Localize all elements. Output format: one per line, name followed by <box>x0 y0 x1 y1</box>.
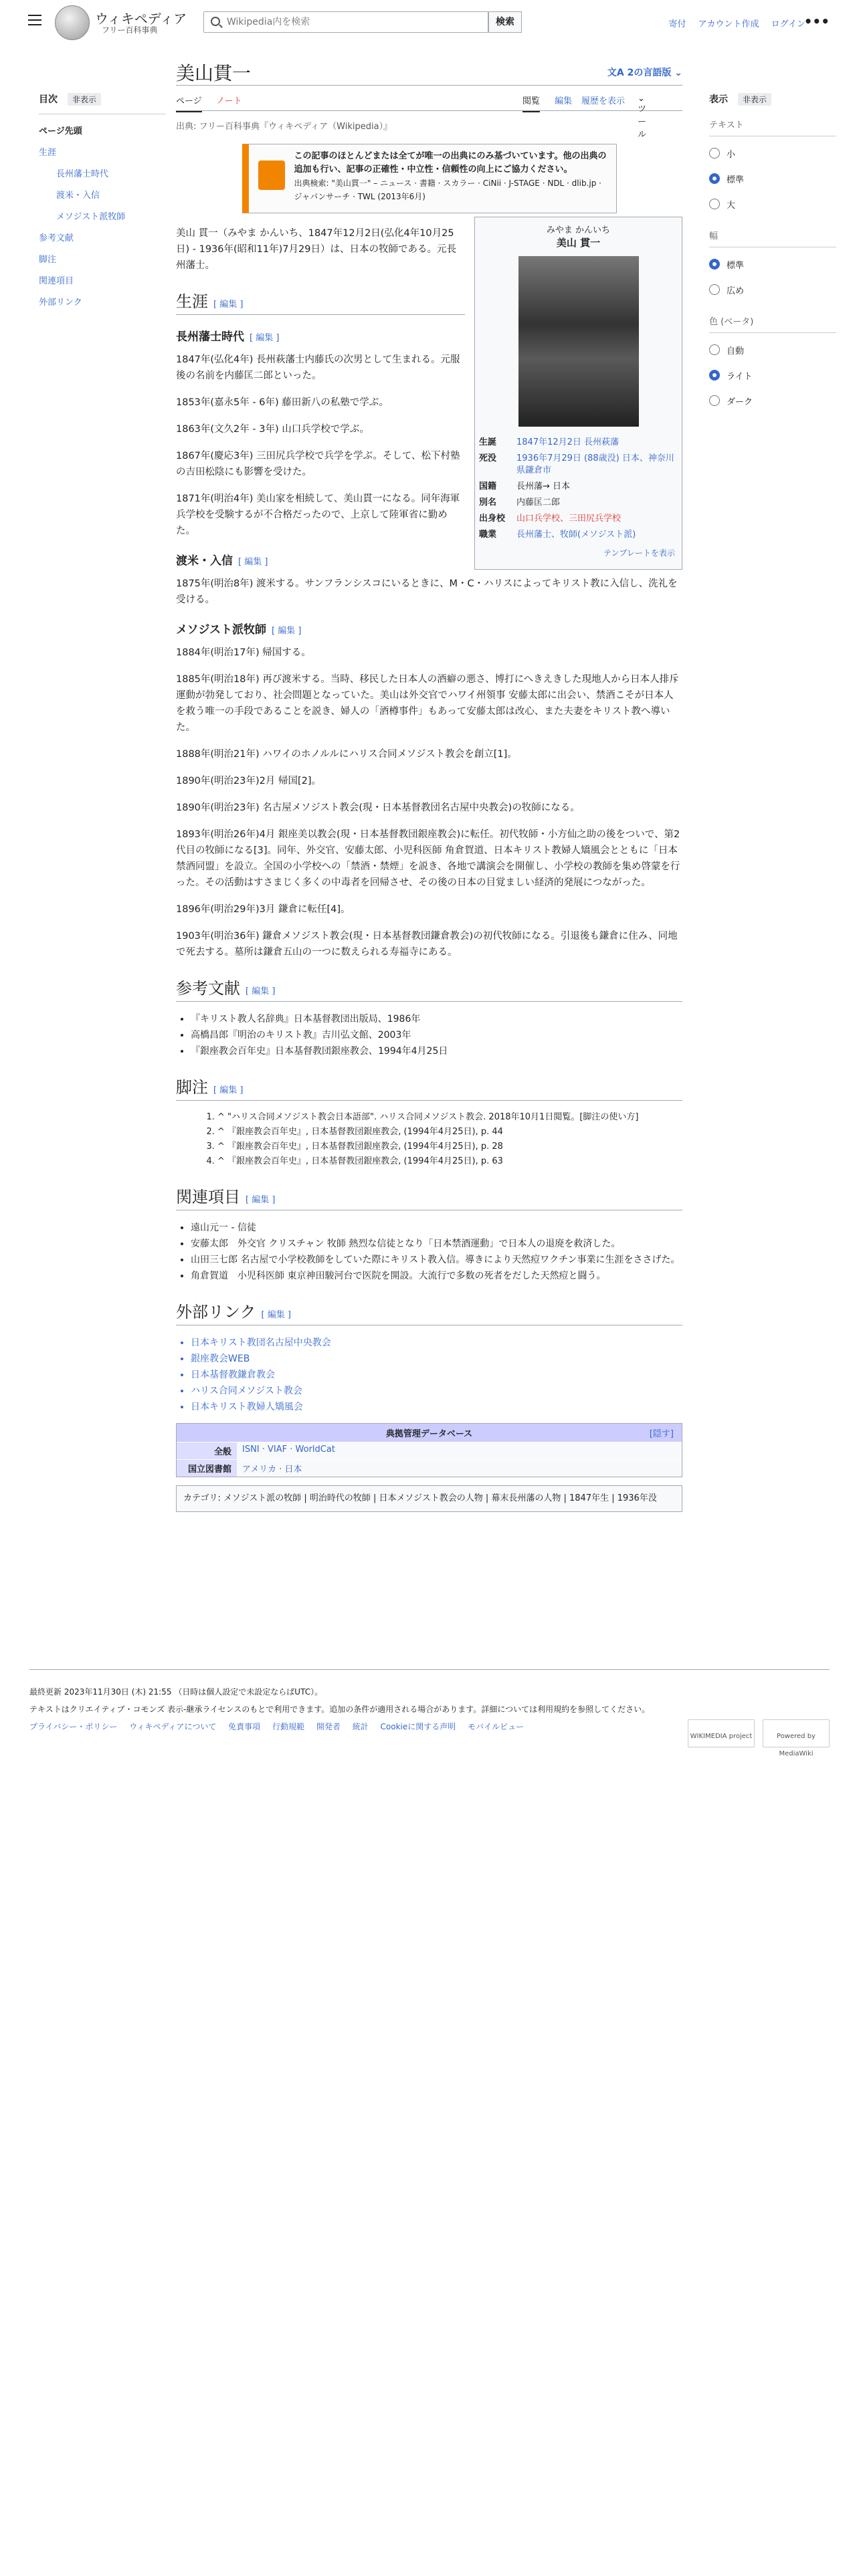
list-item: • 山田三七郎 名古屋で小学校教師をしていた際にキリスト教入信。導きにより天然痘ワクチン事業に生涯をささげた。 <box>191 1252 682 1268</box>
tab-page[interactable]: ページ <box>176 94 202 112</box>
toc-item-notes[interactable]: 脚注 <box>39 255 57 265</box>
paragraph: 1867年(慶応3年) 三田尻兵学校で兵学を学ぶ。そして、松下村塾の吉田松陰にも影響を受けた。 <box>176 451 460 477</box>
external-link[interactable]: • 日本キリスト教婦人矯風会 <box>191 1399 682 1415</box>
toc-item-top[interactable]: ページ先頭 <box>39 126 82 136</box>
mediawiki-badge[interactable]: Powered by MediaWiki <box>763 1719 830 1747</box>
edit-link[interactable]: [ 編集 ] <box>261 1310 291 1320</box>
last-updated: 最終更新 2023年11月30日 (木) 21:55 （日時は個人設定で未設定ならばUTC）。 <box>29 1687 323 1697</box>
paragraph: 1890年(明治23年) 名古屋メソジスト教会(現・日本基督教団名古屋中央教会)の牧師になる。 <box>176 802 580 813</box>
heading-life: 生涯 [ 編集 ] <box>176 288 465 315</box>
search-box[interactable] <box>203 11 488 33</box>
portrait-photo[interactable] <box>518 256 639 427</box>
source-note: 出典: フリー百科事典『ウィキペディア（Wikipedia）』 <box>176 122 393 132</box>
width-standard-radio[interactable]: 標準 <box>709 251 836 277</box>
references-list <box>176 1011 682 1059</box>
heading-america: 渡米・入信 [ 編集 ] <box>176 554 268 568</box>
wikipedia-logo-icon[interactable] <box>55 5 90 40</box>
external-link[interactable]: • 日本基督教鎌倉教会 <box>191 1367 682 1383</box>
width-label: 幅 <box>709 229 836 247</box>
license-text: テキストはクリエイティブ・コモンズ 表示-継承ライセンスのもとで利用できます。追加の条件が適用される場合があります。詳細については利用規約を参照してください。 <box>29 1705 650 1714</box>
search-input[interactable] <box>225 15 480 29</box>
external-link[interactable]: • 銀座教会WEB <box>191 1351 682 1367</box>
toc-item-life[interactable]: 生涯 <box>39 148 57 158</box>
donate-link[interactable]: 寄付 <box>668 19 686 29</box>
search-icon <box>211 17 220 26</box>
external-link[interactable]: • ハリス合同メソジスト教会 <box>191 1383 682 1399</box>
single-source-notice: この記事のほとんどまたは全てが唯一の出典にのみ基づいています。他の出典の追加も行い、記事の正確性・中立性・信頼性の向上にご協力ください。 出典検索: "美山貫一" – ニュース · 書籍 · スカラー · CiNii · J-STAGE · NDL · dlib.jp · ジャパンサーチ · TWL (2013年6月) <box>242 144 617 213</box>
article-content <box>176 59 682 1512</box>
tab-edit[interactable]: 編集 <box>555 96 573 106</box>
text-size-label: テキスト <box>709 118 836 136</box>
related-list <box>176 1220 682 1284</box>
lead-paragraph: 美山 貫一（みやま かんいち、1847年12月2日(弘化4年10月25日) - 1936年(昭和11年)7月29日）は、日本の牧師である。元長州藩士。 <box>176 228 456 271</box>
paragraph: 1863年(文久2年 - 3年) 山口兵学校で学ぶ。 <box>176 424 370 435</box>
paragraph: 1893年(明治26年)4月 銀座美以教会(現・日本基督教団銀座教会)に転任。初代牧師・小方仙之助の後をついで、第2代目の牧師になる[3]。同年、外交官、安藤太郎、小児科医師 角倉賀道、日本キリスト教婦人矯風会とともに「日本禁酒同盟」を設立。全国の小学校への「禁酒・禁煙」を説き、各地で講演会を開催し、小学校の教師を集め啓蒙を行った。その活動はすさまじく多くの中毒者を回帰させ、その後の日本の目覚ましい経済的発展につながった。 <box>176 829 680 888</box>
infobox-kana: みやま かんいち <box>546 225 611 235</box>
page-title: 美山貫一 <box>176 62 252 84</box>
paragraph: 1884年(明治17年) 帰国する。 <box>176 647 311 658</box>
infobox-alias: 内藤匡二郎 <box>516 498 561 508</box>
appearance-hide-button[interactable]: 非表示 <box>738 93 771 106</box>
paragraph: 1847年(弘化4年) 長州萩藩士内藤氏の次男として生まれる。元服後の名前を内藤匡二郎といった。 <box>176 354 460 381</box>
footer-links: プライバシー・ポリシー ウィキペディアについて 免責事項 行動規範 開発者 統計 Cookieに関する声明 モバイルビュー <box>29 1722 524 1731</box>
heading-methodist: メソジスト派牧師 [ 編集 ] <box>176 623 302 637</box>
toc-item-related[interactable]: 関連項目 <box>39 276 74 286</box>
color-auto-radio[interactable]: 自動 <box>709 337 836 362</box>
main-menu-icon[interactable] <box>28 15 41 25</box>
infobox-nationality: 長州藩→ 日本 <box>516 481 571 492</box>
list-item: • 遠山元一 - 信徒 <box>191 1220 682 1236</box>
heading-related: 関連項目 [ 編集 ] <box>176 1184 682 1210</box>
wikimedia-badge[interactable]: WIKIMEDIA project <box>688 1719 755 1747</box>
toc-item-external[interactable]: 外部リンク <box>39 298 82 308</box>
color-light-radio[interactable]: ライト <box>709 362 836 388</box>
table-of-contents <box>39 92 166 314</box>
list-item: • 角倉賀道 小児科医師 東京神田駿河台で医院を開設。大流行で多数の死者をだした天然痘と闘う。 <box>191 1268 682 1284</box>
logo-subtitle: フリー百科事典 <box>102 25 158 35</box>
page-footer <box>29 1669 830 1757</box>
login-link[interactable]: ログイン <box>771 19 805 29</box>
site-header <box>0 0 859 44</box>
category-links[interactable]: カテゴリ: メソジスト派の牧師 | 明治時代の牧師 | 日本メソジスト教会の人物 | 幕末長州藩の人物 | 1847年生 | 1936年没 <box>176 1485 682 1512</box>
toc-hide-button[interactable]: 非表示 <box>68 93 101 106</box>
list-item: 4. ^ 『銀座教会百年史』, 日本基督教団銀座教会, (1994年4月25日), p. 63 <box>217 1154 682 1169</box>
edit-link[interactable]: [ 編集 ] <box>246 986 276 996</box>
footnotes-list <box>176 1110 682 1169</box>
logo-title[interactable]: ウィキペディア <box>95 11 187 27</box>
paragraph: 1875年(明治8年) 渡米する。サンフランシスコにいるときに、M・C・ハリスによってキリスト教に入信し、洗礼を受ける。 <box>176 578 678 605</box>
heading-notes: 脚注 [ 編集 ] <box>176 1074 682 1101</box>
text-size-standard-radio[interactable]: 標準 <box>709 166 836 191</box>
width-wide-radio[interactable]: 広め <box>709 277 836 302</box>
toc-item-methodist[interactable]: メソジスト派牧師 <box>56 212 126 222</box>
infobox-birth: 1847年12月2日 長州萩藩 <box>516 437 619 447</box>
text-size-small-radio[interactable]: 小 <box>709 140 836 166</box>
infobox-name: 美山 貫一 <box>556 237 601 249</box>
more-options-icon[interactable]: ••• <box>803 13 830 29</box>
paragraph: 1853年(嘉永5年 - 6年) 藤田新八の私塾で学ぶ。 <box>176 397 389 408</box>
tab-talk[interactable]: ノート <box>216 96 242 106</box>
template-link[interactable]: テンプレートを表示 <box>603 548 675 558</box>
paragraph: 1890年(明治23年)2月 帰国[2]。 <box>176 776 322 786</box>
edit-link[interactable]: [ 編集 ] <box>238 557 268 567</box>
heading-choshu: 長州藩士時代 [ 編集 ] <box>176 330 280 344</box>
paragraph: 1871年(明治4年) 美山家を相続して、美山貫一になる。同年海軍兵学校を受験するが不合格だったので、上京して陸軍省に勤めた。 <box>176 494 460 536</box>
edit-link[interactable]: [ 編集 ] <box>246 1195 276 1205</box>
edit-link[interactable]: [ 編集 ] <box>213 300 244 310</box>
external-links-list <box>176 1335 682 1415</box>
language-button[interactable]: 文A 2の言語版 ⌄ <box>607 68 682 78</box>
list-item: • 『銀座教会百年史』日本基督教団銀座教会、1994年4月25日 <box>191 1043 682 1059</box>
user-links <box>659 17 805 29</box>
heading-external-links: 外部リンク [ 編集 ] <box>176 1299 682 1325</box>
tab-history[interactable]: 履歴を表示 <box>581 96 626 106</box>
toc-item-references[interactable]: 参考文献 <box>39 233 74 243</box>
paragraph: 1896年(明治29年)3月 鎌倉に転任[4]。 <box>176 904 351 915</box>
toc-title: 目次 非表示 <box>39 92 166 106</box>
authority-control: 典拠管理データベース [隠す] 全般 ISNI · VIAF · WorldCat 国立図書館 アメリカ · 日本 <box>176 1423 682 1477</box>
tab-read[interactable]: 閲覧 <box>522 94 540 112</box>
list-item: 2. ^ 『銀座教会百年史』, 日本基督教団銀座教会, (1994年4月25日), p. 44 <box>217 1125 682 1140</box>
list-item: • 安藤太郎 外交官 クリスチャン 牧師 熱烈な信徒となり「日本禁酒運動」で日本人の退廃を救済した。 <box>191 1236 682 1252</box>
authority-hide-button[interactable]: [隠す] <box>649 1429 674 1439</box>
list-item: • 『キリスト教人名辞典』日本基督教団出版局、1986年 <box>191 1011 682 1027</box>
color-dark-radio[interactable]: ダーク <box>709 388 836 413</box>
toc-item-choshu[interactable]: 長州藩士時代 <box>56 169 109 179</box>
create-account-link[interactable]: アカウント作成 <box>698 19 759 29</box>
appearance-title: 表示 非表示 <box>709 92 836 106</box>
warning-book-icon <box>258 160 285 190</box>
tab-tools[interactable]: ツール ⌄ <box>638 94 647 140</box>
list-item: • 高橋昌郎『明治のキリスト教』吉川弘文館、2003年 <box>191 1027 682 1043</box>
paragraph: 1903年(明治36年) 鎌倉メソジスト教会(現・日本基督教団鎌倉教会)の初代牧師になる。引退後も鎌倉に住み、同地で死去する。墓所は鎌倉五山の一つに数えられる寿福寺にある。 <box>176 931 678 958</box>
color-label: 色 (ベータ) <box>709 314 836 333</box>
list-item: 1. ^ "ハリス合同メソジスト教会日本語部". ハリス合同メソジスト教会. 2018年10月1日閲覧。[脚注の使い方] <box>217 1110 682 1125</box>
infobox-occupation: 長州藩士、牧師(メソジスト派) <box>516 530 636 540</box>
edit-link[interactable]: [ 編集 ] <box>250 333 280 343</box>
edit-link[interactable]: [ 編集 ] <box>271 626 302 636</box>
infobox: みやま かんいち 美山 貫一 生誕 1847年12月2日 長州萩藩 死没 1936年7月29日 (88歳没) 日本、神奈川県鎌倉市 国籍 長州藩→ 日本 別名 内藤匡二郎 出身校 山口兵学校、三田尻兵学校 職業 長州藩士、牧師(メソジスト派) テンプレートを表示 <box>474 217 682 570</box>
toc-item-america[interactable]: 渡米・入信 <box>56 191 100 201</box>
appearance-panel <box>709 92 836 413</box>
external-link[interactable]: • 日本キリスト教団名古屋中央教会 <box>191 1335 682 1351</box>
text-size-large-radio[interactable]: 大 <box>709 191 836 217</box>
edit-link[interactable]: [ 編集 ] <box>213 1085 244 1095</box>
infobox-school: 山口兵学校、三田尻兵学校 <box>516 514 622 524</box>
paragraph: 1885年(明治18年) 再び渡米する。当時、移民した日本人の酒癖の悪さ、博打にへきえきした現地人から日本人排斥運動が勃発しており、社会問題となっていた。美山は外交官でハワイ州領事 安藤太郎に出会い、禁酒こそが日本人を救う唯一の手段であることを説き、婦人の「酒樽事件」もあって安藤太郎は改心、また夫妻をキリスト教へ導いた。 <box>176 674 679 733</box>
heading-references: 参考文献 [ 編集 ] <box>176 975 682 1002</box>
list-item: 3. ^ 『銀座教会百年史』, 日本基督教団銀座教会, (1994年4月25日), p. 28 <box>217 1140 682 1154</box>
infobox-death: 1936年7月29日 (88歳没) 日本、神奈川県鎌倉市 <box>516 453 674 475</box>
paragraph: 1888年(明治21年) ハワイのホノルルにハリス合同メソジスト教会を創立[1]。 <box>176 749 517 760</box>
search-button[interactable]: 検索 <box>488 11 522 33</box>
